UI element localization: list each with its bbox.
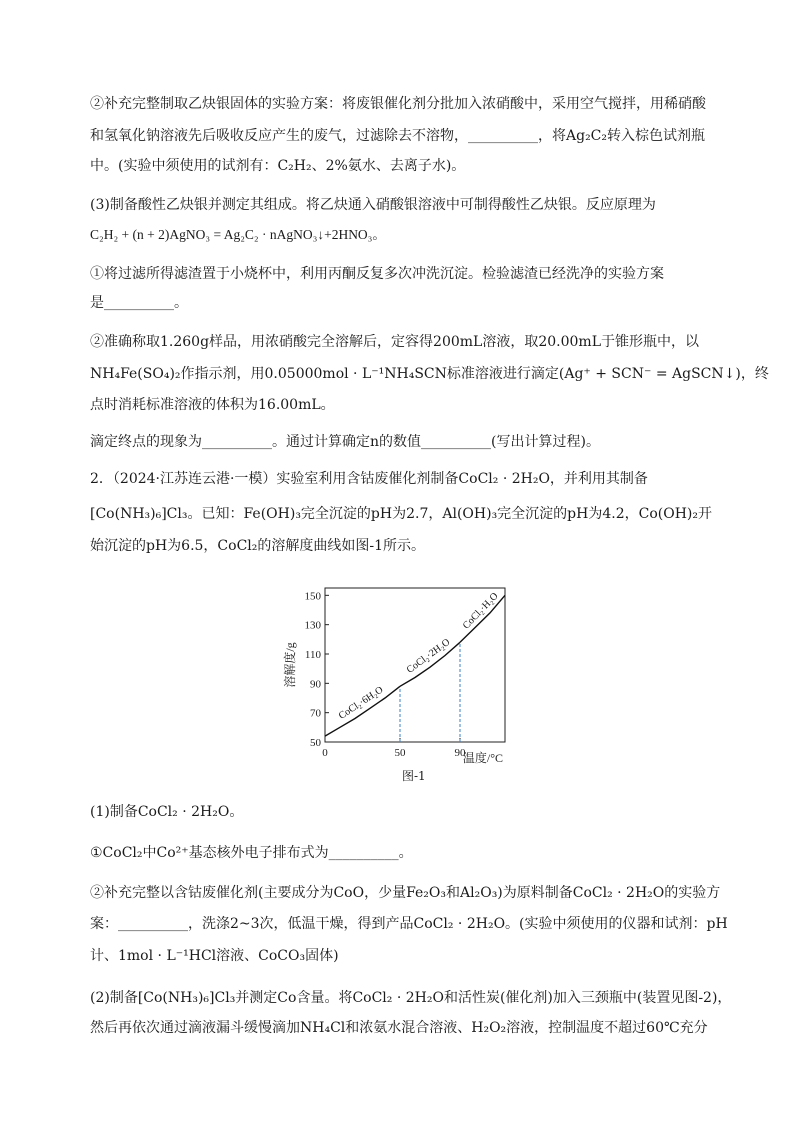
text-line-9: NH₄Fe(SO₄)₂作指示剂，用0.05000mol · L⁻¹NH₄SCN标准溶液进行滴定(Ag⁺ + SCN⁻ = AgSCN↓)，终 (90, 366, 769, 382)
text-line-6: ①将过滤所得滤渣置于小烧杯中，利用丙酮反复多次冲洗沉淀。检验滤渣已经洗净的实验方案 (90, 266, 664, 282)
solubility-chart (280, 580, 520, 780)
x-tick-label: 90 (454, 747, 466, 759)
text-line-20: (2)制备[Co(NH₃)₆]Cl₃并测定Co含量。将CoCl₂ · 2H₂O和活性炭(催化剂)加入三颈瓶中(装置见图-2)， (90, 990, 732, 1006)
text-line-16: ①CoCl₂中Co²⁺基态核外电子排布式为__________。 (90, 845, 413, 861)
text-line-17: ②补充完整以含钴废催化剂(主要成分为CoO，少量Fe₂O₃和Al₂O₃)为原料制备CoCl₂ · 2H₂O的实验方 (90, 885, 721, 901)
text-line-10: 点时消耗标准溶液的体积为16.00mL。 (90, 397, 335, 413)
x-tick-label: 0 (322, 747, 328, 759)
text-line-13: [Co(NH₃)₆]Cl₃。已知：Fe(OH)₃完全沉淀的pH为2.7，Al(OH)₃完全沉淀的pH为4.2，Co(OH)₂开 (90, 506, 712, 522)
series-label: CoCl₂·H₂O (460, 590, 501, 632)
y-tick-label: 130 (304, 619, 321, 632)
text-line-1: ②补充完整制取乙炔银固体的实验方案：将废银催化剂分批加入浓硝酸中，采用空气搅拌，用稀硝酸 (90, 96, 706, 112)
y-tick-label: 70 (310, 707, 321, 720)
solubility-curve-1 (325, 686, 400, 736)
y-tick-label: 110 (304, 649, 321, 661)
text-line-21: 然后再依次通过滴液漏斗缓慢滴加NH₄Cl和浓氨水混合溶液、H₂O₂溶液，控制温度不超过60℃充分 (90, 1020, 708, 1036)
text-line-7: 是__________。 (90, 295, 188, 311)
y-tick-label: 50 (310, 737, 321, 749)
text-line-2: 和氢氧化钠溶液先后吸收反应产生的废气，过滤除去不溶物，__________，将Ag₂C₂转入棕色试剂瓶 (90, 128, 706, 144)
text-line-3: 中。(实验中须使用的试剂有：C₂H₂、2%氨水、去离子水)。 (90, 158, 466, 174)
question-2-title: 2．（2024·江苏连云港·一模）实验室利用含钴废催化剂制备CoCl₂ · 2H₂O，并利用其制备 (90, 471, 648, 487)
text-line-14: 始沉淀的pH为6.5，CoCl₂的溶解度曲线如图-1所示。 (90, 538, 426, 554)
x-axis-label: 温度/°C (462, 751, 503, 765)
text-line-19: 计、1mol · L⁻¹HCl溶液、CoCO₃固体) (90, 948, 339, 964)
y-tick-label: 150 (304, 590, 321, 603)
text-line-15: (1)制备CoCl₂ · 2H₂O。 (90, 804, 244, 820)
series-label: CoCl₂·6H₂O (336, 684, 386, 722)
figure-caption: 图-1 (402, 769, 426, 783)
text-line-4: (3)制备酸性乙炔银并测定其组成。将乙炔通入硝酸银溶液中可制得酸性乙炔银。反应原理为 (90, 197, 656, 213)
solubility-chart-svg (280, 580, 520, 780)
x-tick-label: 50 (394, 747, 406, 759)
text-line-8: ②准确称取1.260g样品，用浓硝酸完全溶解后，定容得200mL溶液，取20.00mL于锥形瓶中，以 (90, 334, 699, 350)
series-label: CoCl₂·2H₂O (404, 636, 453, 676)
y-axis-label: 溶解度/g (283, 642, 297, 688)
text-line-11: 滴定终点的现象为__________。通过计算确定n的数值__________(写出计算过程)。 (90, 434, 600, 450)
reaction-equation: C₂H₂ + (n + 2)AgNO₃ = Ag₂C₂ · nAgNO₃↓+2HNO₃。 (90, 227, 386, 242)
y-tick-label: 90 (310, 678, 321, 691)
text-line-18: 案：__________，洗涤2~3次，低温干燥，得到产品CoCl₂ · 2H₂O。(实验中须使用的仪器和试剂：pH (90, 916, 728, 932)
